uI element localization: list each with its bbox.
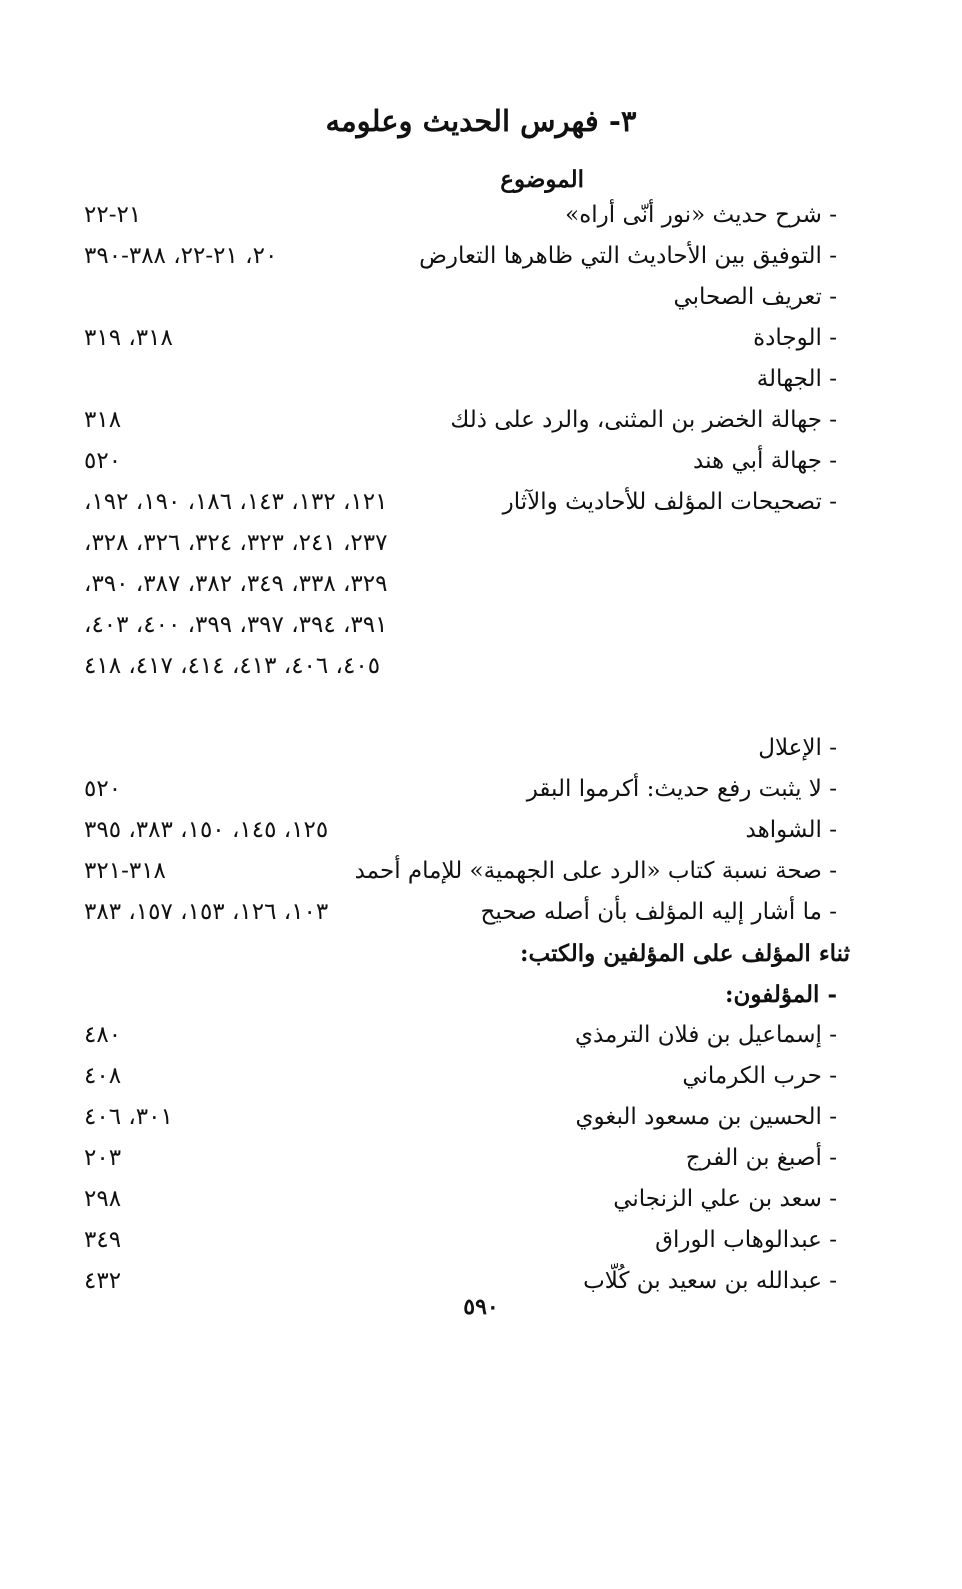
page-title: ٣- فهرس الحديث وعلومه — [325, 104, 637, 138]
index-pages-continued: ٢٣٧، ٢٤١، ٣٢٣، ٣٢٤، ٣٢٦، ٣٢٨، — [84, 530, 388, 556]
index-topic: - أصبغ بن الفرج — [685, 1145, 837, 1171]
index-pages: ٢٠، ٢١-٢٢، ٣٨٨-٣٩٠ — [84, 243, 278, 269]
index-row — [0, 1139, 962, 1180]
pages-continuation-row — [0, 565, 962, 606]
index-topic: - صحة نسبة كتاب «الرد على الجهمية» للإمام أحمد — [354, 858, 837, 884]
index-pages-continued: ٣٩١، ٣٩٤، ٣٩٧، ٣٩٩، ٤٠٠، ٤٠٣، — [84, 612, 388, 638]
index-row — [0, 1221, 962, 1262]
index-row — [0, 237, 962, 278]
index-topic: - الحسين بن مسعود البغوي — [575, 1104, 837, 1130]
index-pages: ٤٠٨ — [84, 1063, 122, 1089]
index-topic: - جهالة الخضر بن المثنى، والرد على ذلك — [450, 407, 837, 433]
index-pages: ٥٢٠ — [84, 776, 122, 802]
index-entries — [0, 196, 962, 1303]
index-pages: ٢٠٣ — [84, 1145, 122, 1171]
index-row — [0, 401, 962, 442]
index-pages: ٥٢٠ — [84, 448, 122, 474]
index-row — [0, 811, 962, 852]
index-pages: ١٢٥، ١٤٥، ١٥٠، ٣٨٣، ٣٩٥ — [84, 817, 329, 843]
index-topic: - عبدالله بن سعيد بن كُلّاب — [583, 1268, 837, 1294]
index-topic: - تعريف الصحابي — [673, 284, 837, 310]
index-topic: - سعد بن علي الزنجاني — [613, 1186, 837, 1212]
pages-continuation-row — [0, 524, 962, 565]
section-heading-row — [0, 934, 962, 975]
index-topic: - الوجادة — [753, 325, 837, 351]
index-row — [0, 1016, 962, 1057]
index-topic: - الجهالة — [756, 366, 837, 392]
topic-column-header: الموضوع — [500, 166, 584, 193]
subheading: - المؤلفون: — [724, 981, 837, 1008]
index-pages: ٣٤٩ — [84, 1227, 122, 1253]
index-topic: - تصحيحات المؤلف للأحاديث والآثار — [502, 489, 837, 515]
index-topic: - الإعلال — [758, 735, 837, 761]
index-row — [0, 729, 962, 770]
index-topic: - عبدالوهاب الوراق — [655, 1227, 837, 1253]
page-number: ٥٩٠ — [463, 1294, 499, 1320]
index-topic: - جهالة أبي هند — [693, 448, 837, 474]
index-row — [0, 360, 962, 401]
index-row — [0, 278, 962, 319]
index-row — [0, 442, 962, 483]
index-topic: - الشواهد — [745, 817, 837, 843]
index-topic: - حرب الكرماني — [682, 1063, 837, 1089]
index-row — [0, 770, 962, 811]
index-row — [0, 1098, 962, 1139]
subheading-row — [0, 975, 962, 1016]
index-row — [0, 196, 962, 237]
index-pages: ١٠٣، ١٢٦، ١٥٣، ١٥٧، ٣٨٣ — [84, 899, 329, 925]
index-pages: ٢١-٢٢ — [84, 202, 142, 228]
index-topic: - لا يثبت رفع حديث: أكرموا البقر — [526, 776, 837, 802]
index-pages: ٤٨٠ — [84, 1022, 122, 1048]
index-pages: ١٢١، ١٣٢، ١٤٣، ١٨٦، ١٩٠، ١٩٢، — [84, 489, 388, 515]
spacer — [0, 688, 962, 729]
pages-continuation-row — [0, 606, 962, 647]
section-heading: ثناء المؤلف على المؤلفين والكتب: — [520, 940, 850, 967]
index-row — [0, 1057, 962, 1098]
index-pages: ٣٠١، ٤٠٦ — [84, 1104, 173, 1130]
index-row — [0, 893, 962, 934]
index-pages: ٣١٨ — [84, 407, 122, 433]
index-row — [0, 1180, 962, 1221]
index-topic: - شرح حديث «نور أنّى أراه» — [565, 202, 837, 228]
index-pages: ٣١٨-٣٢١ — [84, 858, 166, 884]
pages-continuation-row — [0, 647, 962, 688]
index-topic: - التوفيق بين الأحاديث التي ظاهرها التعارض — [419, 243, 837, 269]
index-topic: - ما أشار إليه المؤلف بأن أصله صحيح — [480, 899, 837, 925]
index-pages-continued: ٤٠٥، ٤٠٦، ٤١٣، ٤١٤، ٤١٧، ٤١٨ — [84, 653, 381, 679]
index-topic: - إسماعيل بن فلان الترمذي — [574, 1022, 837, 1048]
index-pages: ٣١٨، ٣١٩ — [84, 325, 173, 351]
index-pages: ٤٣٢ — [84, 1268, 122, 1294]
index-row — [0, 852, 962, 893]
index-row — [0, 483, 962, 524]
index-pages-continued: ٣٢٩، ٣٣٨، ٣٤٩، ٣٨٢، ٣٨٧، ٣٩٠، — [84, 571, 388, 597]
index-pages: ٢٩٨ — [84, 1186, 122, 1212]
index-row — [0, 319, 962, 360]
